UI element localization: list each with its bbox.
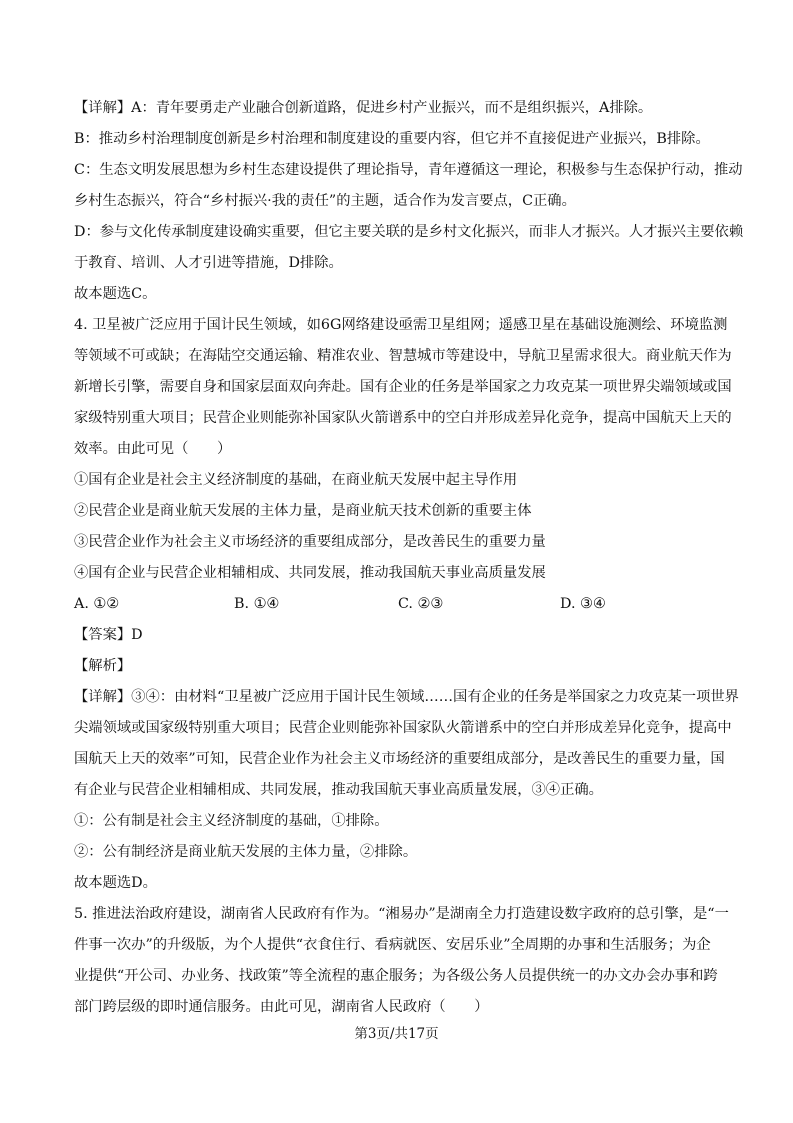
q3-detail-line: C：生态文明发展思想为乡村生态建设提供了理论指导，青年遵循这一理论，积极参与生态保护行动，推动 bbox=[74, 162, 743, 178]
q3-conclusion: 故本题选C。 bbox=[74, 286, 157, 302]
q4-detail-line: ①：公有制是社会主义经济制度的基础，①排除。 bbox=[74, 813, 389, 829]
q4-detail-line: 【详解】③④：由材料“卫星被广泛应用于国计民生领域……国有企业的任务是举国家之力攻克某一项世界 bbox=[74, 689, 739, 705]
q4-item-1: ①国有企业是社会主义经济制度的基础，在商业航天发展中起主导作用 bbox=[74, 472, 518, 488]
q4-item-2: ②民营企业是商业航天发展的主体力量，是商业航天技术创新的重要主体 bbox=[74, 503, 532, 519]
q5-stem-line: 5. 推进法治政府建设，湖南省人民政府有作为。“湘易办”是湖南全力打造建设数字政府的总引擎，是“一 bbox=[74, 906, 729, 922]
q5-stem-line: 业提供“开公司、办业务、找政策”等全流程的惠企服务；为各级公务人员提供统一的办文办会办事和跨 bbox=[74, 968, 718, 984]
q3-detail-line: 【详解】A：青年要勇走产业融合创新道路，促进乡村产业振兴，而不是组织振兴，A排除。 bbox=[74, 100, 653, 116]
q4-option-c: C. ②③ bbox=[398, 596, 444, 612]
q4-stem-line: 效率。由此可见（ ） bbox=[74, 441, 232, 457]
q4-detail-line: 国航天上天的效率”可知，民营企业作为社会主义市场经济的重要组成部分，是改善民生的重要力量，国 bbox=[74, 751, 725, 767]
q4-item-3: ③民营企业作为社会主义市场经济的重要组成部分，是改善民生的重要力量 bbox=[74, 534, 546, 550]
q3-detail-line: 于教育、培训、人才引进等措施，D排除。 bbox=[74, 255, 343, 271]
q4-option-a: A. ①② bbox=[74, 596, 120, 612]
q4-detail-line: 尖端领域或国家级特别重大项目；民营企业则能弥补国家队火箭谱系中的空白并形成差异化竞争，提高中 bbox=[74, 720, 732, 736]
q4-option-d: D. ③④ bbox=[560, 596, 606, 612]
q4-conclusion: 故本题选D。 bbox=[74, 875, 157, 891]
q4-options bbox=[74, 589, 722, 620]
q4-stem-line: 4. 卫星被广泛应用于国计民生领域，如6G网络建设亟需卫星组网；遥感卫星在基础设施测绘、环境监测 bbox=[74, 317, 728, 333]
q4-detail-line: 有企业与民营企业相辅相成、共同发展，推动我国航天事业高质量发展，③④正确。 bbox=[74, 782, 603, 798]
q5-stem-line: 件事一次办”的升级版，为个人提供“衣食住行、看病就医、安居乐业”全周期的办事和生活服务；为企 bbox=[74, 937, 711, 953]
q4-item-4: ④国有企业与民营企业相辅相成、共同发展，推动我国航天事业高质量发展 bbox=[74, 565, 546, 581]
page-number-footer: 第3页/共17页 bbox=[354, 1026, 439, 1042]
q4-stem-line: 新增长引擎，需要自身和国家层面双向奔赴。国有企业的任务是举国家之力攻克某一项世界尖端领域或国 bbox=[74, 379, 732, 395]
page-content bbox=[74, 93, 744, 1023]
q4-answer: 【答案】D bbox=[74, 627, 143, 643]
q4-option-b: B. ①④ bbox=[234, 596, 280, 612]
q4-stem-line: 等领域不可或缺；在海陆空交通运输、精准农业、智慧城市等建设中，导航卫星需求很大。商业航天作为 bbox=[74, 348, 732, 364]
q4-analysis-label: 【解析】 bbox=[74, 658, 132, 674]
q4-stem-line: 家级特别重大项目；民营企业则能弥补国家队火箭谱系中的空白并形成差异化竞争，提高中国航天上天的 bbox=[74, 410, 732, 426]
q3-detail-line: B：推动乡村治理制度创新是乡村治理和制度建设的重要内容，但它并不直接促进产业振兴，B排除。 bbox=[74, 131, 710, 147]
q4-detail-line: ②：公有制经济是商业航天发展的主体力量，②排除。 bbox=[74, 844, 418, 860]
q3-detail-line: D：参与文化传承制度建设确实重要，但它主要关联的是乡村文化振兴，而非人才振兴。人才振兴主要依赖 bbox=[74, 224, 744, 240]
q3-detail-line: 乡村生态振兴，符合“乡村振兴·我的责任”的主题，适合作为发言要点，C正确。 bbox=[74, 193, 576, 209]
q5-stem-line: 部门跨层级的即时通信服务。由此可见，湖南省人民政府（ ） bbox=[74, 999, 489, 1015]
